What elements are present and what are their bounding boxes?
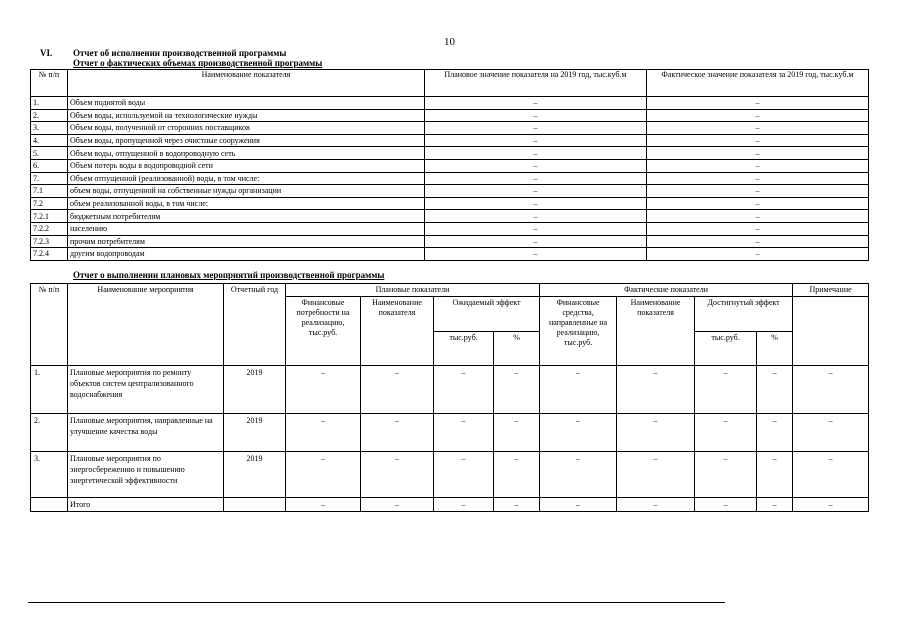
- row-year: 2019: [224, 452, 286, 498]
- col-header-measure: Наименование мероприятия: [68, 284, 224, 366]
- col-header-fact-fin: Финансовые средства, направленные на реализацию, тыс.руб.: [540, 297, 617, 366]
- table-row: [31, 222, 869, 235]
- col-group-plan: Плановые показатели: [286, 284, 540, 297]
- col-header-year: Отчетный год: [224, 284, 286, 366]
- row-value: –: [540, 414, 617, 452]
- row-indicator-name: Объем потерь воды в водопроводной сети: [68, 159, 425, 172]
- row-plan-value: –: [425, 159, 647, 172]
- row-plan-value: –: [425, 248, 647, 261]
- col-header-note: Примечание: [793, 284, 869, 297]
- col-header-plan-thous-rub: тыс.руб.: [434, 331, 494, 366]
- table-row: [31, 109, 869, 122]
- row-year: 2019: [224, 366, 286, 414]
- row-number: 7.: [31, 172, 68, 185]
- section-heading: [40, 48, 286, 58]
- row-value: –: [286, 452, 361, 498]
- row-plan-value: –: [425, 197, 647, 210]
- total-value: –: [695, 498, 757, 512]
- table-row: [31, 147, 869, 160]
- row-value: –: [617, 366, 695, 414]
- row-indicator-name: Объем отпущенной (реализованной) воды, в том числе:: [68, 172, 425, 185]
- volumes-table-header: [31, 70, 869, 97]
- row-number: 5.: [31, 147, 68, 160]
- row-number: 4.: [31, 134, 68, 147]
- row-value: –: [494, 414, 540, 452]
- row-measure-name: Плановые мероприятия по ремонту объектов систем централизованного водоснабжения: [68, 366, 224, 414]
- col-header-note-blank: [793, 297, 869, 366]
- total-row: [31, 498, 869, 512]
- row-value: –: [793, 366, 869, 414]
- total-value: –: [434, 498, 494, 512]
- row-fact-value: –: [647, 197, 869, 210]
- col-header-plan-fin: Финансовые потребности на реализацию, тыс.руб.: [286, 297, 361, 366]
- measures-header-row-1: [31, 284, 869, 297]
- row-value: –: [757, 366, 793, 414]
- row-fact-value: –: [647, 235, 869, 248]
- table-row: [31, 134, 869, 147]
- col-header-fact-effect: Достигнутый эффект: [695, 297, 793, 332]
- row-number: 7.1: [31, 185, 68, 198]
- row-plan-value: –: [425, 185, 647, 198]
- table-row: [31, 235, 869, 248]
- total-value: –: [793, 498, 869, 512]
- row-fact-value: –: [647, 172, 869, 185]
- row-indicator-name: Объем воды, используемой на технологические нужды: [68, 109, 425, 122]
- col-header-plan-effect: Ожидаемый эффект: [434, 297, 540, 332]
- section-number: VI.: [40, 48, 53, 58]
- table-row: [31, 159, 869, 172]
- row-fact-value: –: [647, 134, 869, 147]
- row-number: 3.: [31, 452, 68, 498]
- row-value: –: [757, 414, 793, 452]
- row-indicator-name: Объем воды, пропущенной через очистные сооружения: [68, 134, 425, 147]
- measures-table: [30, 283, 869, 512]
- total-label: Итого: [68, 498, 224, 512]
- row-value: –: [695, 366, 757, 414]
- row-fact-value: –: [647, 210, 869, 223]
- row-number: 2.: [31, 414, 68, 452]
- row-value: –: [793, 452, 869, 498]
- col-header-fact-thous-rub: тыс.руб.: [695, 331, 757, 366]
- row-value: –: [793, 414, 869, 452]
- total-value: –: [361, 498, 434, 512]
- row-fact-value: –: [647, 185, 869, 198]
- row-number: 3.: [31, 122, 68, 135]
- col-header-plan: Плановое значение показателя на 2019 год, тыс.куб.м: [425, 70, 647, 97]
- table-row: [31, 414, 869, 452]
- table-row: [31, 185, 869, 198]
- row-value: –: [494, 366, 540, 414]
- row-value: –: [757, 452, 793, 498]
- row-indicator-name: прочим потребителям: [68, 235, 425, 248]
- row-plan-value: –: [425, 109, 647, 122]
- col-header-plan-indicator: Наименование показателя: [361, 297, 434, 366]
- row-number: 7.2.4: [31, 248, 68, 261]
- row-fact-value: –: [647, 248, 869, 261]
- row-value: –: [540, 366, 617, 414]
- row-measure-name: Плановые мероприятия, направленные на улучшение качества воды: [68, 414, 224, 452]
- col-header-name: Наименование показателя: [68, 70, 425, 97]
- row-fact-value: –: [647, 109, 869, 122]
- table-row: [31, 248, 869, 261]
- row-indicator-name: бюджетным потребителям: [68, 210, 425, 223]
- row-plan-value: –: [425, 222, 647, 235]
- row-value: –: [361, 414, 434, 452]
- row-value: –: [361, 452, 434, 498]
- row-value: –: [617, 414, 695, 452]
- row-fact-value: –: [647, 122, 869, 135]
- total-value: –: [494, 498, 540, 512]
- row-indicator-name: объем реализованной воды, в том числе:: [68, 197, 425, 210]
- table-row: [31, 122, 869, 135]
- row-number: 7.2.1: [31, 210, 68, 223]
- row-indicator-name: Объем воды, отпущенной в водопроводную сеть: [68, 147, 425, 160]
- row-indicator-name: населению: [68, 222, 425, 235]
- row-number: 7.2: [31, 197, 68, 210]
- page-number: 10: [444, 36, 455, 48]
- row-value: –: [617, 452, 695, 498]
- row-plan-value: –: [425, 147, 647, 160]
- row-number: 1.: [31, 97, 68, 110]
- footer-rule: [28, 602, 725, 603]
- volumes-table: [30, 69, 869, 261]
- row-value: –: [434, 366, 494, 414]
- row-plan-value: –: [425, 235, 647, 248]
- col-header-fact-percent: %: [757, 331, 793, 366]
- col-header-fact: Фактическое значение показателя за 2019 год, тыс.куб.м: [647, 70, 869, 97]
- row-plan-value: –: [425, 122, 647, 135]
- col-header-plan-percent: %: [494, 331, 540, 366]
- row-value: –: [695, 414, 757, 452]
- row-value: –: [695, 452, 757, 498]
- row-indicator-name: Объем воды, полученной от сторонних поставщиков: [68, 122, 425, 135]
- table-row: [31, 210, 869, 223]
- row-number: 7.2.2: [31, 222, 68, 235]
- row-number: 2.: [31, 109, 68, 122]
- row-indicator-name: другим водопроводам: [68, 248, 425, 261]
- row-fact-value: –: [647, 222, 869, 235]
- row-value: –: [494, 452, 540, 498]
- section-title: Отчет об исполнении производственной программы: [73, 48, 287, 58]
- row-year: 2019: [224, 414, 286, 452]
- row-fact-value: –: [647, 97, 869, 110]
- col-group-fact: Фактические показатели: [540, 284, 793, 297]
- col-header-num: № п/п: [31, 70, 68, 97]
- row-number: 6.: [31, 159, 68, 172]
- row-value: –: [286, 366, 361, 414]
- row-fact-value: –: [647, 147, 869, 160]
- row-plan-value: –: [425, 210, 647, 223]
- row-indicator-name: объем воды, отпущенной на собственные нужды организации: [68, 185, 425, 198]
- table1-title: Отчет о фактических объемах производственной программы: [73, 58, 323, 68]
- row-value: –: [286, 414, 361, 452]
- table-row: [31, 366, 869, 414]
- col-header-num: № п/п: [31, 284, 68, 366]
- row-plan-value: –: [425, 134, 647, 147]
- row-value: –: [434, 452, 494, 498]
- row-indicator-name: Объем поднятой воды: [68, 97, 425, 110]
- total-value: –: [757, 498, 793, 512]
- total-value: –: [540, 498, 617, 512]
- table2-title: Отчет о выполнении плановых мероприятий производственной программы: [73, 270, 385, 280]
- col-header-fact-indicator: Наименование показателя: [617, 297, 695, 366]
- total-year-blank: [224, 498, 286, 512]
- row-fact-value: –: [647, 159, 869, 172]
- row-value: –: [434, 414, 494, 452]
- table-row: [31, 172, 869, 185]
- row-measure-name: Плановые мероприятия по энергосбережению и повышению энергетической эффективности: [68, 452, 224, 498]
- row-plan-value: –: [425, 172, 647, 185]
- total-blank: [31, 498, 68, 512]
- row-value: –: [361, 366, 434, 414]
- table-row: [31, 197, 869, 210]
- total-value: –: [617, 498, 695, 512]
- table-row: [31, 452, 869, 498]
- row-number: 1.: [31, 366, 68, 414]
- row-plan-value: –: [425, 97, 647, 110]
- total-value: –: [286, 498, 361, 512]
- row-number: 7.2.3: [31, 235, 68, 248]
- row-value: –: [540, 452, 617, 498]
- table-row: [31, 97, 869, 110]
